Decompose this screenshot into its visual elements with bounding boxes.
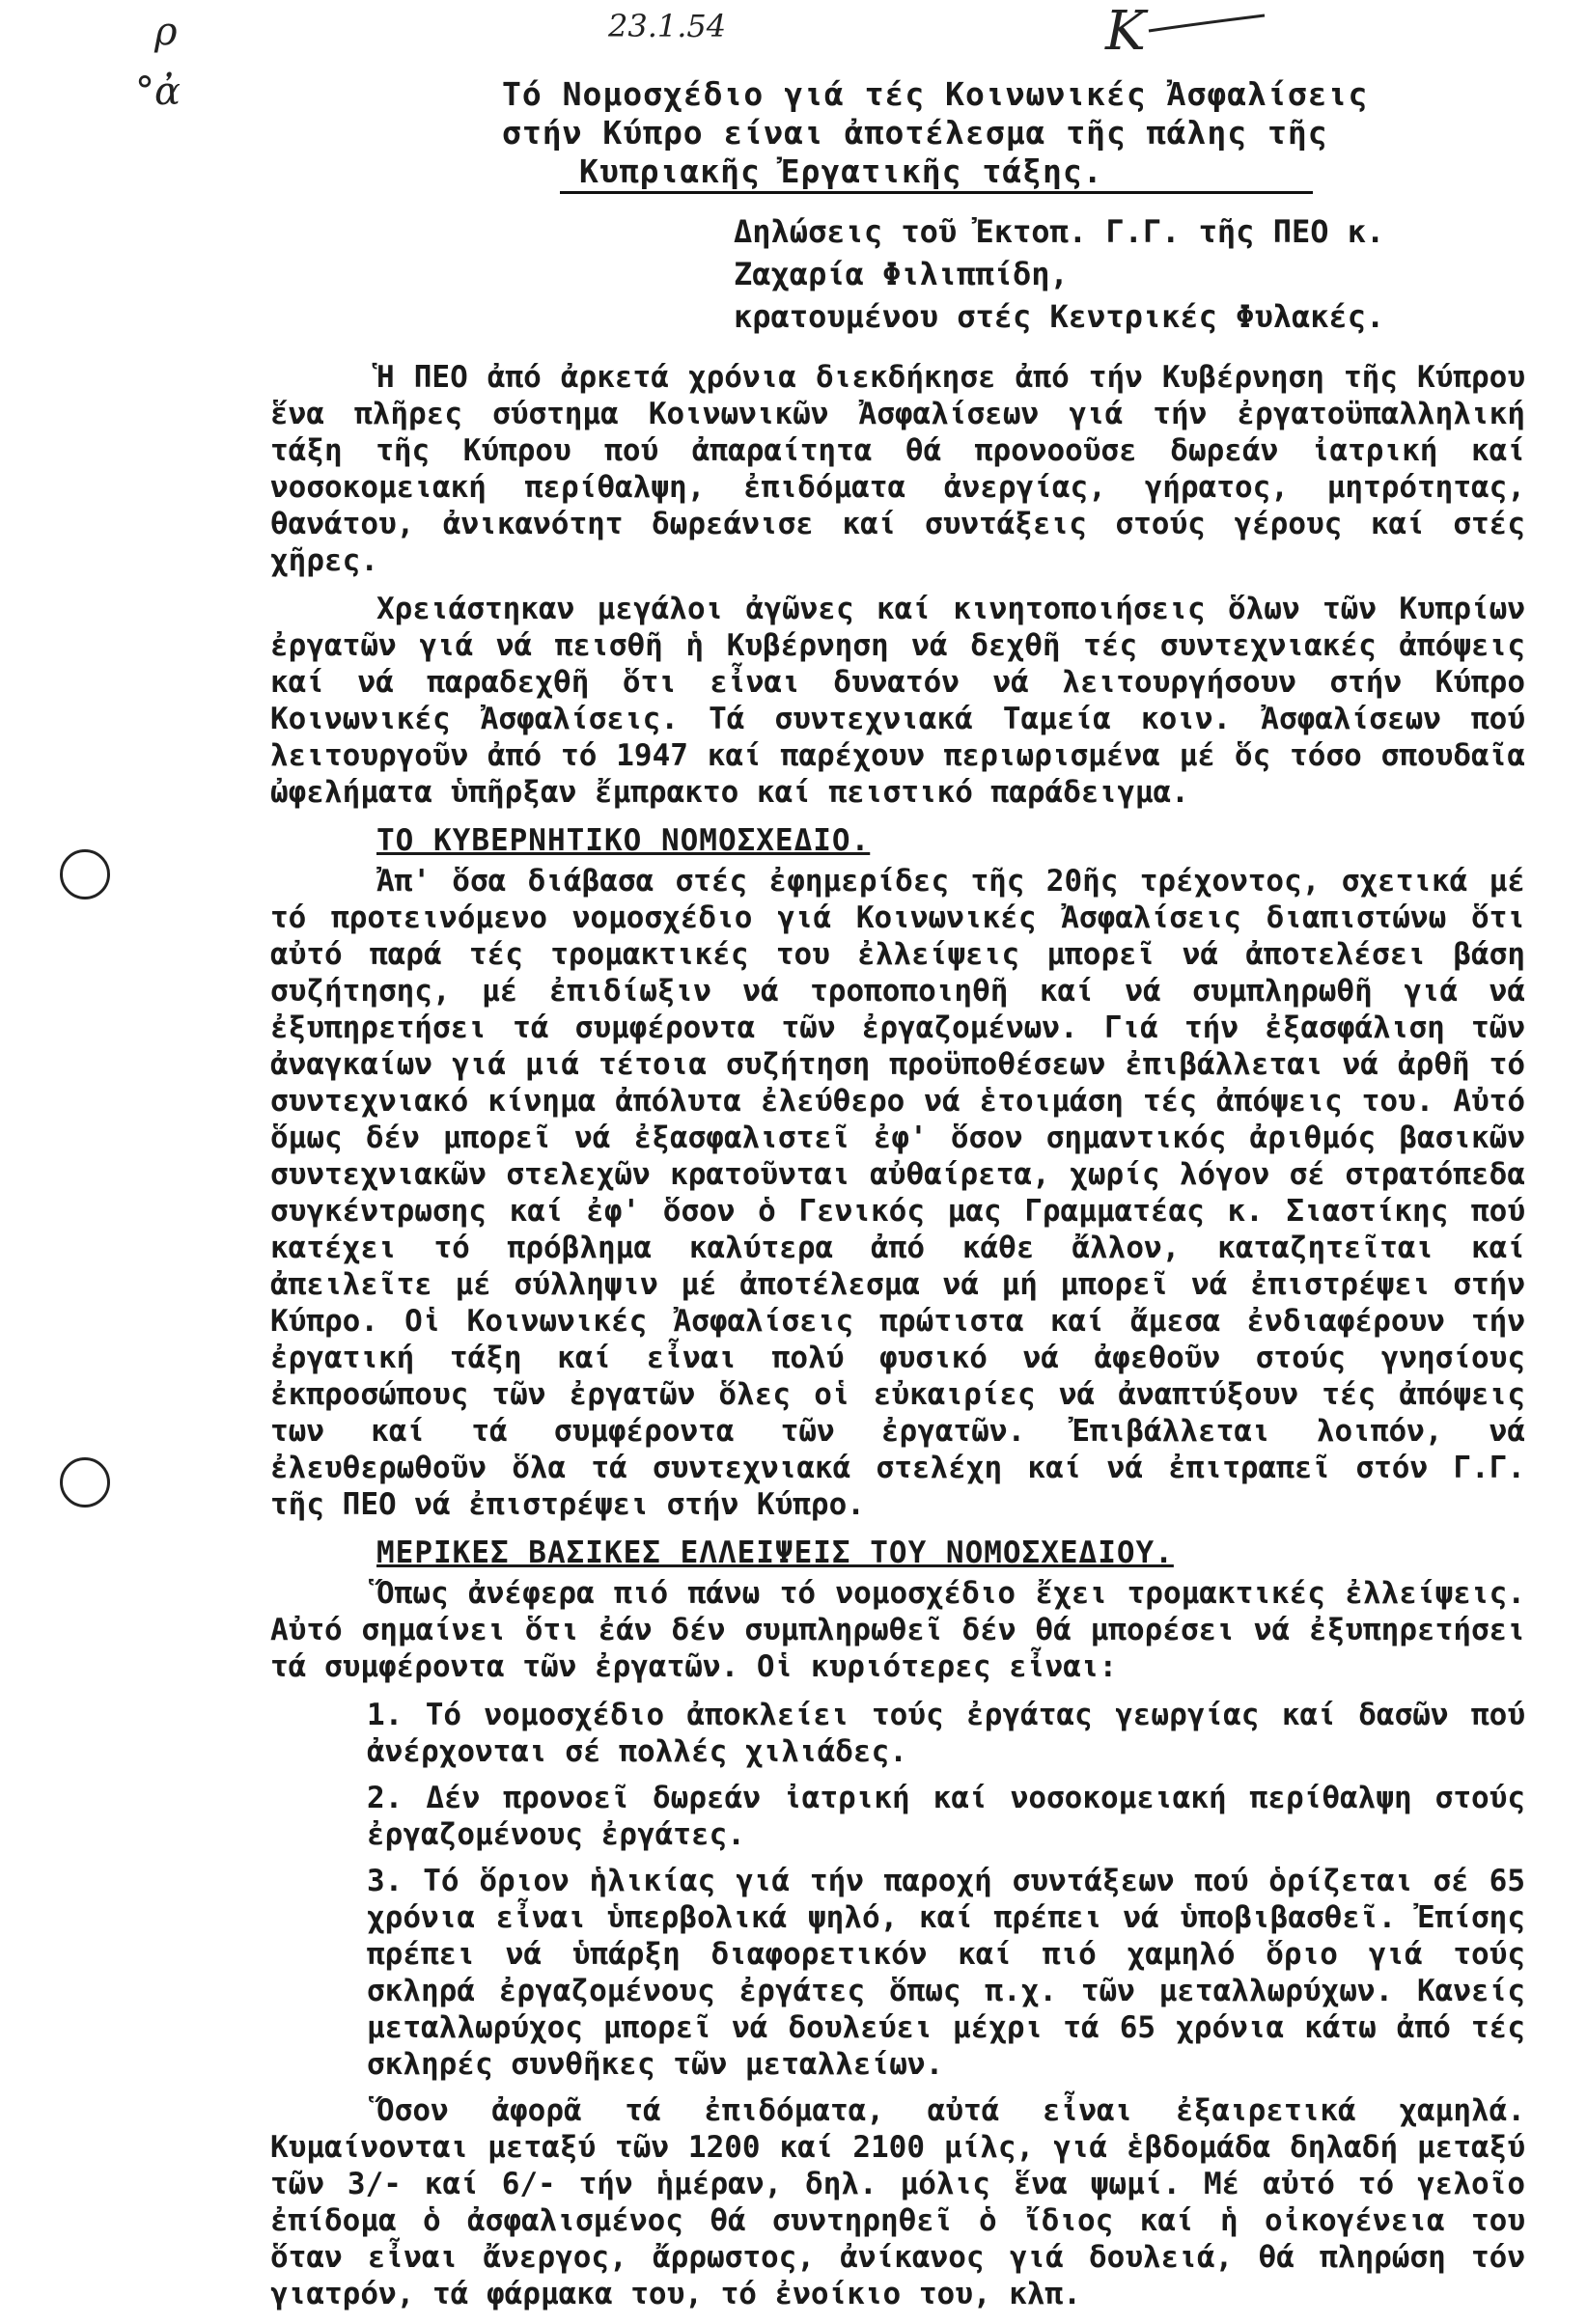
handwritten-mark: ρ [154,10,178,54]
initials: K [1105,0,1146,63]
paragraph: Χρειάστηκαν μεγάλοι ἀγῶνες καί κινητοποιήσεις ὅλων τῶν Κυπρίων ἐργατῶν γιά νά πεισθῆ ἡ Κυβέρνηση νά δεχθῆ τές συντεχνιακές ἀπόψεις καί νά παραδεχθῆ ὅτι εἶναι δυνατόν νά λειτουργήσουν στήν Κύπρο Κοινωνικές Ἀσφαλίσεις. Τά συντεχνιακά Ταμεία κοιν. Ἀσφαλίσεων πού λειτουργοῦν ἀπό τό 1947 καί παρέχουν περιωρισμένα μέ ὅς τόσο σπουδαῖα ὠφελήματα ὑπῆρξαν ἔμπρακτο καί πειστικό παράδειγμα. [270,592,1525,810]
statement-line: κρατουμένου στές Κεντρικές Φυλακές. [734,298,1385,335]
title-line: Τό Νομοσχέδιο γιά τές Κοινωνικές Ἀσφαλίσεις [502,75,1369,113]
stamp-number: 23.1.54 [608,8,727,44]
statement-attribution [734,210,1429,338]
punch-hole [60,1457,110,1508]
title-line: στήν Κύπρο είναι ἀποτέλεσμα τῆς πάλης τῆς [502,114,1328,152]
handwritten-mark: °ἀ [135,69,181,114]
paragraph: Ἀπ' ὅσα διάβασα στές ἐφημερίδες τῆς 20ῆς τρέχοντος, σχετικά μέ τό προτεινόμενο νομοσχέδιο γιά Κοινωνικές Ἀσφαλίσεις διαπιστώνω ὅτι αὐτό παρά τές τρομακτικές του ἐλλείψεις μπορεῖ νά ἀποτελέσει βάση συζήτησης, μέ ἐπιδίωξιν νά τροποποιηθῆ καί νά συμπληρωθῆ γιά νά ἐξυπηρετήσει τά συμφέροντα τῶν ἐργαζομένων. Γιά τήν ἐξασφάλιση τῶν ἀναγκαίων γιά μιά τέτοια συζήτηση προϋποθέσεων ἐπιβάλλεται νά ἀρθῆ τό συντεχνιακό κίνημα ἀπόλυτα ἐλεύθερο νά ἑτοιμάση τές ἀπόψεις του. Αὐτό ὅμως δέν μπορεῖ νά ἐξασφαλιστεῖ ἐφ' ὅσον σημαντικός ἀριθμός βασικῶν συντεχνιακῶν στελεχῶν κρατοῦνται αὐθαίρετα, χωρίς λόγον σέ στρατόπεδα συγκέντρωσης καί ἐφ' ὅσον ὁ Γενικός μας Γραμματέας κ. Σιαστίκης πού κατέχει τό πρόβλημα καλύτερα ἀπό κάθε ἄλλον, καταζητεῖται καί ἀπειλεῖτε μέ σύλληψιν μέ ἀποτέλεσμα νά μή μπορεῖ νά ἐπιστρέψει στήν Κύπρο. Οἱ Κοινωνικές Ἀσφαλίσεις πρώτιστα καί ἄμεσα ἐνδιαφέρουν τήν ἐργατική τάξη καί εἶναι πολύ φυσικό νά ἀφεθοῦν στούς γνησίους ἐκπροσώπους τῶν ἐργατῶν ὅλες οἱ εὐκαιρίες νά ἀναπτύξουν τές ἀπόψεις των καί τά συμφέροντα τῶν ἐργατῶν. Ἐπιβάλλεται λοιπόν, νά ἐλευθερωθοῦν ὅλα τά συντεχνιακά στελέχη καί νά ἐπιτραπεῖ στόν Γ.Γ. τῆς ΠΕΟ νά ἐπιστρέψει στήν Κύπρο. [270,864,1525,1522]
title-line: Κυπριακῆς Ἐργατικῆς τάξης. [560,152,1313,194]
statement-line: Δηλώσεις τοῦ Ἐκτοπ. Γ.Γ. τῆς ΠΕΟ κ. [734,213,1385,250]
paragraph: Ὅπως ἀνέφερα πιό πάνω τό νομοσχέδιο ἔχει τρομακτικές ἐλλείψεις. Αὐτό σημαίνει ὅτι ἐάν δέν συμπληρωθεῖ δέν θά μπορέσει νά ἐξυπηρετήσει τά συμφέροντα τῶν ἐργατῶν. Οἱ κυριότερες εἶναι: [270,1576,1525,1684]
paragraph: Ὅσον ἀφορᾶ τά ἐπιδόματα, αὐτά εἶναι ἐξαιρετικά χαμηλά. Κυμαίνονται μεταξύ τῶν 1200 καί 2100 μίλς, γιά ἑβδομάδα δηλαδή μεταξύ τῶν 3/- καί 6/- τήν ἡμέραν, δηλ. μόλις ἕνα ψωμί. Μέ αὐτό τό γελοῖο ἐπίδομα ὁ ἀσφαλισμένος θά συντηρηθεῖ ὁ ἴδιος καί ἡ οἰκογένεια του ὅταν εἶναι ἄνεργος, ἄρρωστος, ἀνίκανος γιά δουλειά, θά πληρώση τόν γιατρόν, τά φάρμακα του, τό ἐνοίκιο του, κλπ. [270,2093,1525,2311]
handwritten-stroke [1144,10,1269,39]
document-title [502,75,1429,194]
list-item: 3. Τό ὅριον ἡλικίας γιά τήν παροχή συντάξεων πού ὁρίζεται σέ 65 χρόνια εἶναι ὑπερβολικά ψηλό, καί πρέπει νά ὑποβιβασθεῖ. Ἐπίσης πρέπει νά ὑπάρξη διαφορετικόν καί πιό χαμηλό ὅριο γιά τούς σκληρά ἐργαζομένους ἐργάτες ὅπως π.χ. τῶν μεταλλωρύχων. Κανείς μεταλλωρύχος μπορεῖ νά δουλεύει μέχρι τά 65 χρόνια κάτω ἀπό τές σκληρές συνθῆκες τῶν μεταλλείων. [367,1864,1525,2082]
punch-hole [60,849,110,899]
list-item: 2. Δέν προνοεῖ δωρεάν ἰατρική καί νοσοκομειακή περίθαλψη στούς ἐργαζομένους ἐργάτες. [367,1781,1525,1852]
section-heading: ΤΟ ΚΥΒΕΡΝΗΤΙΚΟ ΝΟΜΟΣΧΕΔΙΟ. [376,823,871,858]
list-item: 1. Τό νομοσχέδιο ἀποκλείει τούς ἐργάτας γεωργίας καί δασῶν πού ἀνέρχονται σέ πολλές χιλιάδες. [367,1698,1525,1769]
paragraph: Ἡ ΠΕΟ ἀπό ἀρκετά χρόνια διεκδήκησε ἀπό τήν Κυβέρνηση τῆς Κύπρου ἕνα πλῆρες σύστημα Κοινωνικῶν Ἀσφαλίσεων γιά τήν ἐργατοϋπαλληλική τάξη τῆς Κύπρου πού ἀπαραίτητα θά προνοοῦσε δωρεάν ἰατρική καί νοσοκομειακή περίθαλψη, ἐπιδόματα ἀνεργίας, γήρατος, μητρότητας, θανάτου, ἀνικανότητ δωρεάνισε καί συντάξεις στούς γέρους καί στές χῆρες. [270,360,1525,578]
section-heading: ΜΕΡΙΚΕΣ ΒΑΣΙΚΕΣ ΕΛΛΕΙΨΕΙΣ ΤΟΥ ΝΟΜΟΣΧΕΔΙΟΥ. [376,1536,1174,1570]
statement-line: Ζαχαρία Φιλιππίδη, [734,256,1069,292]
document-body [270,359,1525,2324]
